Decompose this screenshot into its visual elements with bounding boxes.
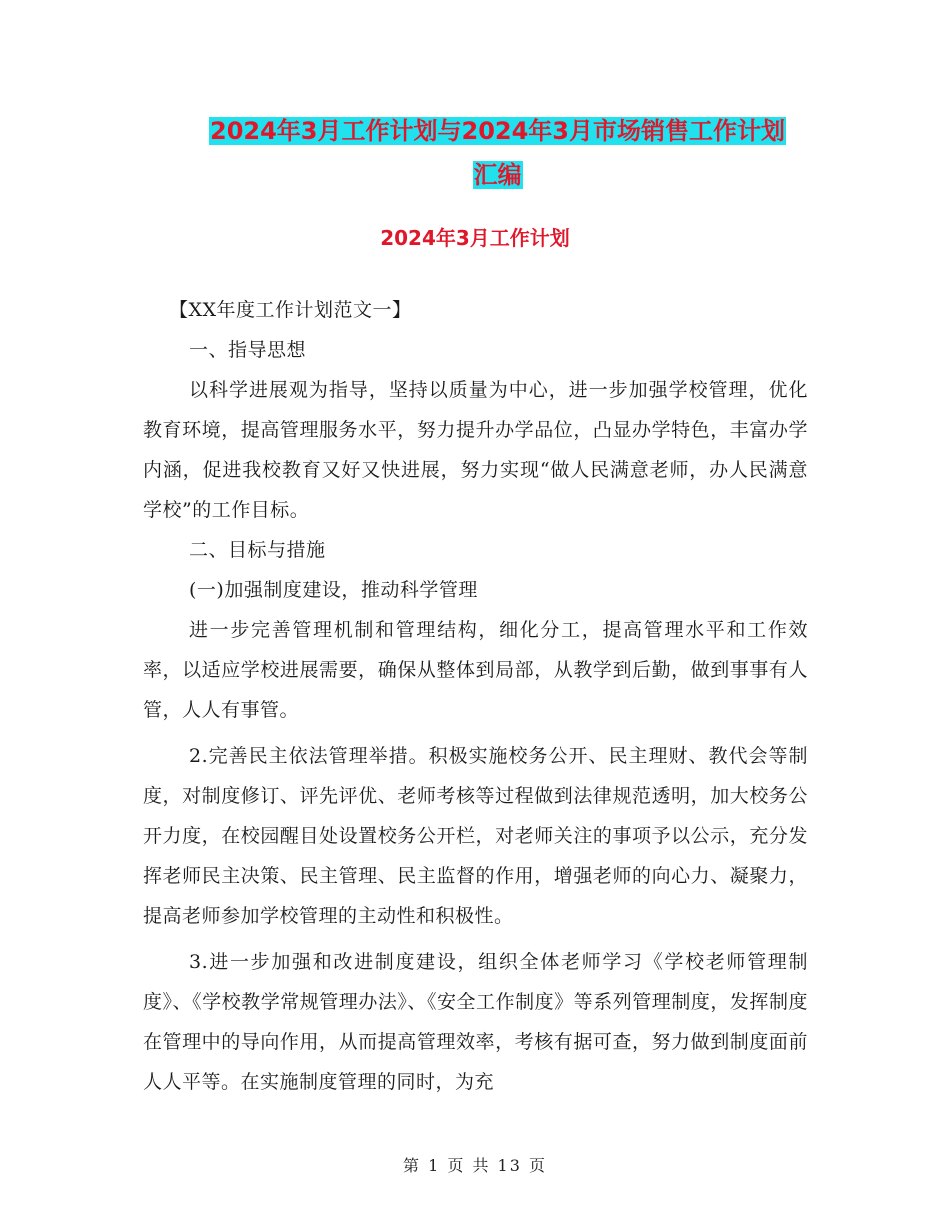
paragraph-guidance: 以科学进展观为指导，坚持以质量为中心，进一步加强学校管理，优化教育环境，提高管理服务水平，努力提升办学品位，凸显办学特色，丰富办学内涵，促进我校教育又好又快进展，努力实现“做人民满意老师，办人民满意学校”的工作目标。	[143, 379, 808, 521]
title-highlight-2: 汇编	[473, 161, 522, 189]
paragraph-heading-sample: 【XX年度工作计划范文一】	[169, 299, 412, 321]
paragraph-democracy: 2.完善民主依法管理举措。积极实施校务公开、民主理财、教代会等制度，对制度修订、评先评优、老师考核等过程做到法律规范透明，加大校务公开力度，在校园醒目处设置校务公开栏，对老师关注的事项予以公示，充分发挥老师民主决策、民主管理、民主监督的作用，增强老师的向心力、凝聚力，提高老师参加学校管理的主动性和积极性。	[143, 745, 808, 927]
title-highlight-1: 2024年3月工作计划与2024年3月市场销售工作计划	[210, 117, 785, 145]
paragraph-heading-system: (一)加强制度建设，推动科学管理	[189, 579, 478, 601]
section-title: 2024年3月工作计划	[380, 226, 570, 250]
page-footer: 第 1 页 共 13 页	[403, 1156, 547, 1175]
paragraph-heading-goals: 二、目标与措施	[189, 539, 326, 561]
paragraph-institution: 3.进一步加强和改进制度建设，组织全体老师学习《学校老师管理制度》、《学校教学常规管理办法》、《安全工作制度》等系列管理制度，发挥制度在管理中的导向作用，从而提高管理效率，考核有据可查，努力做到制度面前人人平等。在实施制度管理的同时，为充	[143, 951, 808, 1093]
document-title-line-1	[140, 112, 855, 150]
paragraph-mechanism: 进一步完善管理机制和管理结构，细化分工，提高管理水平和工作效率，以适应学校进展需要，确保从整体到局部，从教学到后勤，做到事事有人管，人人有事管。	[143, 619, 808, 721]
document-title-line-2	[140, 156, 855, 194]
paragraph-heading-guidance: 一、指导思想	[189, 339, 307, 361]
document-body	[143, 290, 808, 1102]
